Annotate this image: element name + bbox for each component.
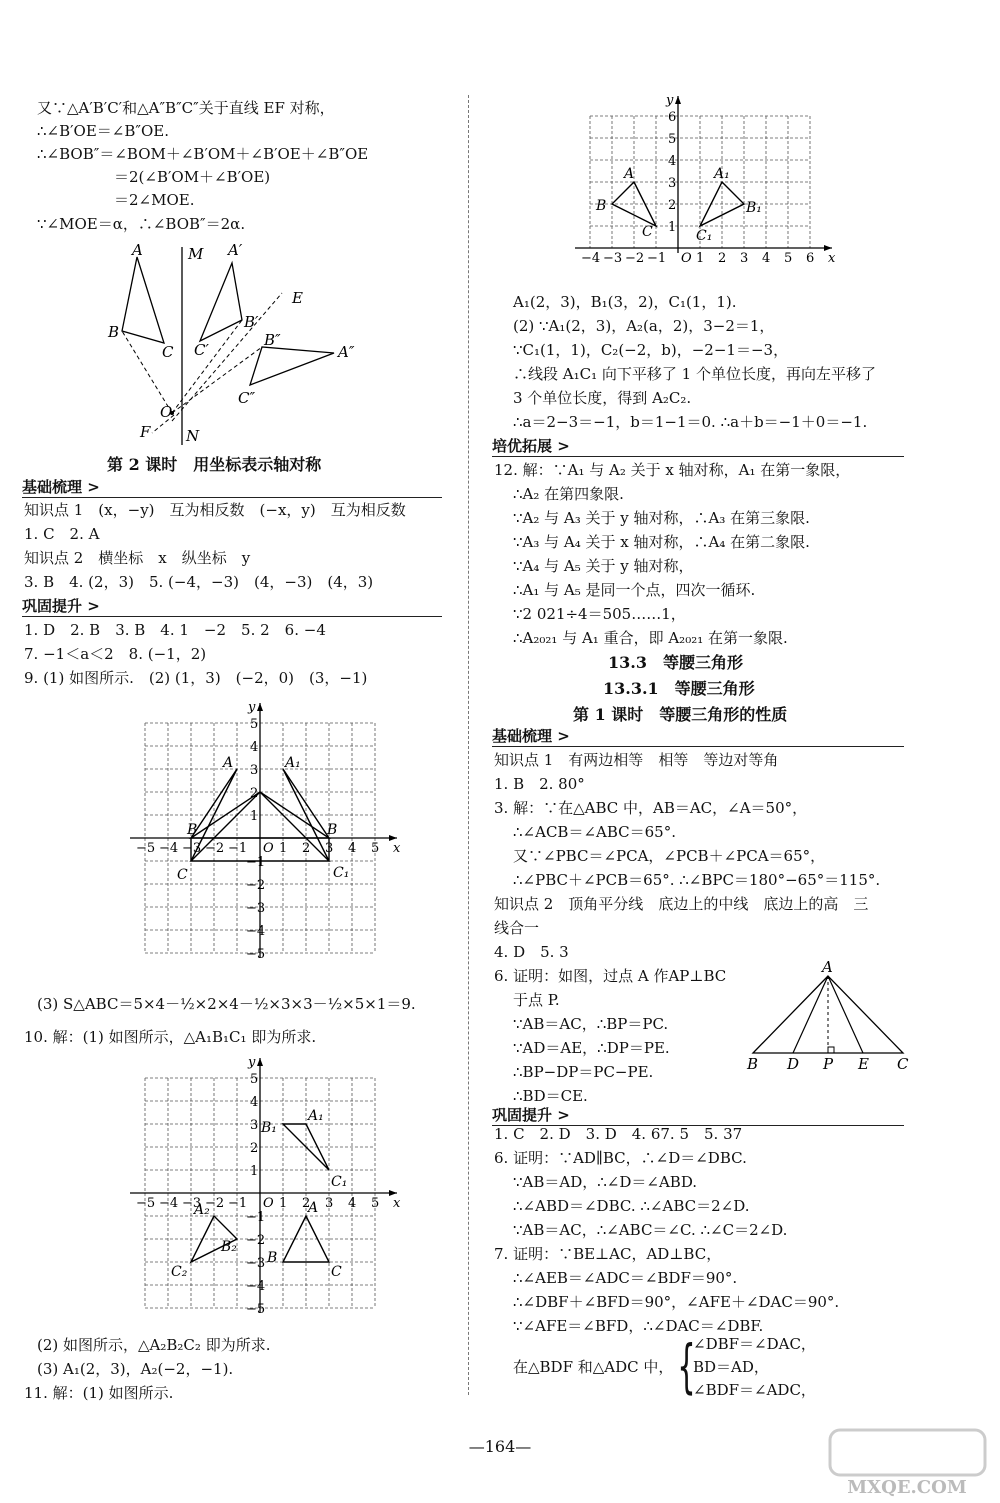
- text-line: ∴∠B′OE＝∠B″OE.: [37, 122, 169, 140]
- tick-label: y: [248, 700, 256, 715]
- tick-label: −4: [246, 1279, 266, 1294]
- text-line: ∵C₁(1，1)，C₂(−2，b)，−2−1＝−3，: [513, 341, 789, 359]
- text-line: 4. D 5. 3: [494, 943, 569, 961]
- tick-label: 2: [250, 1141, 259, 1156]
- label: A: [132, 241, 143, 259]
- subsection-title: 13.3.1 等腰三角形: [603, 679, 755, 698]
- text-line: 1. B 2. 80°: [494, 775, 585, 793]
- tick-label: 4: [250, 1095, 259, 1110]
- section-title: 13.3 等腰三角形: [608, 653, 743, 672]
- text-line: 知识点 1 有两边相等 相等 等边对等角: [494, 751, 779, 769]
- text-line: 6. 证明：如图，过点 A 作AP⊥BC: [494, 967, 727, 985]
- tick-label: y: [248, 1055, 256, 1070]
- tick-label: 3: [740, 251, 749, 266]
- tick-label: 4: [348, 841, 357, 856]
- text-line: ∴∠DBF＋∠BFD＝90°，∠AFE＋∠DAC＝90°.: [513, 1293, 840, 1311]
- text-line: 线合一: [494, 919, 540, 937]
- tick-label: 2: [718, 251, 727, 266]
- text-line: (2) 如图所示，△A₂B₂C₂ 即为所求.: [37, 1336, 271, 1354]
- text-line: 11. 解：(1) 如图所示.: [24, 1384, 174, 1402]
- vertex-label: A: [308, 1200, 319, 1216]
- text-line: A₁(2，3)，B₁(3，2)，C₁(1，1).: [513, 293, 737, 311]
- text-line: 知识点 2 顶角平分线 底边上的中线 底边上的高 三: [494, 895, 869, 913]
- text-line: 3 个单位长度，得到 A₂C₂.: [513, 389, 692, 407]
- label: C: [897, 1055, 909, 1073]
- y-arrow: [257, 1058, 263, 1066]
- text-line: ∠BDF＝∠ADC，: [693, 1381, 816, 1399]
- label: E: [292, 289, 303, 307]
- text-line: (3) A₁(2，3)，A₂(−2，−1).: [37, 1360, 234, 1378]
- text-line: ∵2 021÷4＝505……1，: [513, 605, 686, 623]
- text-line: ∴∠AEB＝∠ADC＝∠BDF＝90°.: [513, 1269, 738, 1287]
- label: E: [858, 1055, 869, 1073]
- label: O: [160, 403, 173, 421]
- text-line: BD＝AD，: [693, 1358, 769, 1376]
- text-line: ∴∠BOB″＝∠BOM＋∠B′OM＋∠B′OE＋∠B″OE: [37, 145, 369, 163]
- tick-label: −1: [246, 855, 266, 870]
- tick-label: 4: [762, 251, 771, 266]
- text-line: ∴A₂ 在第四象限.: [513, 485, 624, 503]
- text-line: ∵A₃ 与 A₄ 关于 x 轴对称，∴A₄ 在第二象限.: [513, 533, 810, 551]
- tick-label: −3: [182, 1196, 202, 1211]
- vertex-label: A: [624, 166, 635, 182]
- text-line: 又∵∠PBC＝∠PCA，∠PCB＋∠PCA＝65°，: [513, 847, 826, 865]
- tick-label: −1: [228, 841, 248, 856]
- coordinate-grid-q11: [568, 90, 843, 275]
- vertex-label: C: [331, 1264, 342, 1280]
- text-line: ∴∠ABD＝∠DBC. ∴∠ABC＝2∠D.: [513, 1197, 750, 1215]
- text-line: ∴线段 A₁C₁ 向下平移了 1 个单位长度，再向左平移了: [513, 365, 876, 383]
- watermark-logo: [825, 1425, 990, 1500]
- tick-label: O: [263, 841, 274, 856]
- text-line: ＝2(∠B′OM＋∠B′OE): [114, 168, 271, 186]
- label: F: [140, 423, 151, 441]
- text-line: ∴A₁ 与 A₅ 是同一个点，四次一循环.: [513, 581, 756, 599]
- vertex-label: B: [187, 822, 198, 838]
- tick-label: 2: [668, 198, 677, 213]
- label: N: [186, 427, 200, 445]
- text-line: 又∵△A′B′C′和△A″B″C″关于直线 EF 对称，: [37, 99, 335, 117]
- svg-text:MXQE.COM: MXQE.COM: [847, 1477, 967, 1498]
- text-line: ∴A₂₀₂₁ 与 A₁ 重合，即 A₂₀₂₁ 在第一象限.: [513, 629, 788, 647]
- tick-label: O: [263, 1196, 274, 1211]
- text-line: ∴∠PBC＋∠PCB＝65°. ∴∠BPC＝180°−65°＝115°.: [513, 871, 881, 889]
- tick-label: 1: [279, 1196, 288, 1211]
- tick-label: 3: [250, 1118, 259, 1133]
- tick-label: −4: [246, 924, 266, 939]
- section-header: 巩固提升 >: [492, 1105, 904, 1126]
- coordinate-grid-q9: [92, 688, 402, 983]
- tick-label: y: [666, 93, 674, 108]
- tick-label: 4: [250, 740, 259, 755]
- tick-label: −5: [136, 1196, 156, 1211]
- vertex-label: B: [267, 1250, 278, 1266]
- tick-label: 2: [302, 1196, 311, 1211]
- text-line: 1. D 2. B 3. B 4. 1 −2 5. 2 6. −4: [24, 621, 326, 639]
- text-line: ∵AB＝AD，∴∠D＝∠ABD.: [513, 1173, 698, 1191]
- vertex-label: C₁: [696, 228, 713, 244]
- tick-label: x: [393, 841, 401, 856]
- text-line: ∴BD＝CE.: [513, 1087, 588, 1105]
- vertex-label: C: [177, 867, 188, 883]
- label: C: [162, 343, 174, 361]
- tick-label: −5: [246, 947, 266, 962]
- tick-label: −3: [603, 251, 623, 266]
- tick-label: 6: [806, 251, 815, 266]
- text-line: ∵A₂ 与 A₃ 关于 y 轴对称，∴A₃ 在第三象限.: [513, 509, 810, 527]
- section-header: 基础梳理 >: [492, 726, 904, 747]
- tick-label: 4: [348, 1196, 357, 1211]
- tick-label: 5: [668, 132, 677, 147]
- text-line: ∵AB＝AC，∴∠ABC＝∠C. ∴∠C＝2∠D.: [513, 1221, 788, 1239]
- tick-label: −1: [228, 1196, 248, 1211]
- vertex-label: C₁: [331, 1174, 348, 1190]
- tick-label: x: [393, 1196, 401, 1211]
- text-line: ∵AB＝AC，∴BP＝PC.: [513, 1015, 669, 1033]
- text-line: 7. −1＜a＜2 8. (−1，2): [24, 645, 207, 663]
- text-line: 12. 解：∵A₁ 与 A₂ 关于 x 轴对称，A₁ 在第一象限，: [494, 461, 851, 479]
- column-divider: [468, 95, 469, 1395]
- y-arrow: [257, 703, 263, 711]
- coordinate-grid-q10: [92, 1048, 402, 1333]
- tick-label: 4: [668, 154, 677, 169]
- tick-label: 1: [250, 809, 259, 824]
- text-line: 在△BDF 和△ADC 中，: [513, 1358, 674, 1376]
- tick-label: −2: [246, 1233, 266, 1248]
- text-line: 于点 P.: [513, 991, 560, 1009]
- label: B: [747, 1055, 759, 1073]
- label: A: [822, 958, 833, 976]
- tick-label: −3: [246, 1256, 266, 1271]
- tick-label: 3: [668, 176, 677, 191]
- tick-label: 6: [668, 110, 677, 125]
- label: A′: [228, 241, 243, 259]
- tick-label: −4: [159, 1196, 179, 1211]
- vertex-label: C₁: [333, 865, 350, 881]
- vertex-label: C: [642, 224, 653, 240]
- text-line: (2) ∵A₁(2，3)，A₂(a，2)，3−2＝1，: [513, 317, 775, 335]
- label: B′: [244, 313, 259, 331]
- label: D: [787, 1055, 800, 1073]
- tick-label: 2: [250, 786, 259, 801]
- vertex-label: A₂: [194, 1202, 210, 1218]
- tick-label: −2: [205, 1196, 225, 1211]
- isosceles-triangle-figure: [743, 958, 913, 1073]
- text-line: ∵A₄ 与 A₅ 关于 y 轴对称，: [513, 557, 694, 575]
- label: A″: [338, 343, 355, 361]
- text-line: ∴a＝2−3＝−1，b＝1−1＝0. ∴a＋b＝−1＋0＝−1.: [513, 413, 868, 431]
- tick-label: −3: [182, 841, 202, 856]
- tick-label: x: [828, 251, 836, 266]
- text-line: 9. (1) 如图所示. (2) (1，3) (−2，0) (3，−1): [24, 669, 368, 687]
- tick-label: −1: [647, 251, 667, 266]
- text-line: ∠DBF＝∠DAC，: [693, 1335, 816, 1353]
- tick-label: 5: [250, 717, 259, 732]
- tick-label: 5: [250, 1072, 259, 1087]
- label: P: [823, 1055, 834, 1073]
- y-arrow: [675, 96, 681, 104]
- tick-label: −2: [205, 841, 225, 856]
- vertex-label: A₁: [714, 166, 730, 182]
- label: B″: [264, 331, 281, 349]
- label: C′: [194, 341, 209, 359]
- text-line: ∴∠ACB＝∠ABC＝65°.: [513, 823, 676, 841]
- text-line: 1. C 2. A: [24, 525, 100, 543]
- text-line: 6. 证明：∵AD∥BC，∴∠D＝∠DBC.: [494, 1149, 747, 1167]
- vertex-label: B: [596, 198, 607, 214]
- tick-label: O: [681, 251, 692, 266]
- tick-label: −4: [159, 841, 179, 856]
- vertex-label: C₂: [171, 1264, 188, 1280]
- vertex-label: B₁: [261, 1120, 277, 1136]
- text-line: 7. 证明：∵BE⊥AC，AD⊥BC，: [494, 1245, 722, 1263]
- label: C″: [238, 389, 256, 407]
- tick-label: 3: [325, 841, 334, 856]
- text-line: 10. 解：(1) 如图所示，△A₁B₁C₁ 即为所求.: [24, 1028, 317, 1046]
- tick-label: −2: [246, 878, 266, 893]
- tick-label: 3: [250, 763, 259, 778]
- tick-label: 1: [668, 220, 677, 235]
- section-header: 培优拓展 >: [492, 436, 904, 457]
- vertex-label: A₁: [285, 755, 301, 771]
- label: B: [108, 323, 120, 341]
- page-number: —164—: [468, 1437, 532, 1456]
- tick-label: 5: [371, 1196, 380, 1211]
- tick-label: −5: [246, 1302, 266, 1317]
- text-line: ∵AD＝AE，∴DP＝PE.: [513, 1039, 670, 1057]
- text-line: ∵∠AFE＝∠BFD，∴∠DAC＝∠DBF.: [513, 1317, 764, 1335]
- tick-label: 5: [784, 251, 793, 266]
- text-line: ∵∠MOE＝α，∴∠BOB″＝2α.: [37, 215, 246, 233]
- tick-label: −3: [246, 901, 266, 916]
- section-header: 巩固提升 >: [22, 596, 442, 617]
- lesson-title: 第 1 课时 等腰三角形的性质: [573, 705, 788, 724]
- text-line: 3. 解：∵在△ABC 中，AB＝AC，∠A＝50°，: [494, 799, 808, 817]
- text-line: 3. B 4. (2，3) 5. (−4，−3) (4，−3) (4，3): [24, 573, 374, 591]
- vertex-label: A₁: [308, 1108, 324, 1124]
- tick-label: 2: [302, 841, 311, 856]
- tick-label: 1: [696, 251, 705, 266]
- vertex-label: A: [223, 755, 234, 771]
- text-line: 知识点 2 横坐标 x 纵坐标 y: [24, 549, 251, 567]
- tick-label: −5: [136, 841, 156, 856]
- text-line: ＝2∠MOE.: [114, 191, 195, 209]
- label: M: [188, 245, 204, 263]
- tick-label: −4: [581, 251, 601, 266]
- tick-label: −2: [625, 251, 645, 266]
- reflection-figure: [102, 235, 402, 450]
- vertex-label: B₁: [746, 200, 762, 216]
- vertex-label: B₂: [221, 1239, 237, 1255]
- text-line: ∴BP−DP＝PC−PE.: [513, 1063, 654, 1081]
- text-line: 1. C 2. D 3. D 4. 67. 5 5. 37: [494, 1125, 743, 1143]
- tick-label: 3: [325, 1196, 334, 1211]
- tick-label: 5: [371, 841, 380, 856]
- tick-label: 1: [279, 841, 288, 856]
- lesson-title: 第 2 课时 用坐标表示轴对称: [107, 455, 322, 474]
- brace: {: [677, 1332, 696, 1400]
- text-line: (3) S△ABC＝5×4－½×2×4－½×3×3－½×5×1＝9.: [37, 995, 416, 1013]
- vertex-label: B: [327, 822, 338, 838]
- section-header: 基础梳理 >: [22, 477, 442, 498]
- tick-label: −1: [246, 1210, 266, 1225]
- tick-label: 1: [250, 1164, 259, 1179]
- text-line: 知识点 1 (x，−y) 互为相反数 (−x，y) 互为相反数: [24, 501, 406, 519]
